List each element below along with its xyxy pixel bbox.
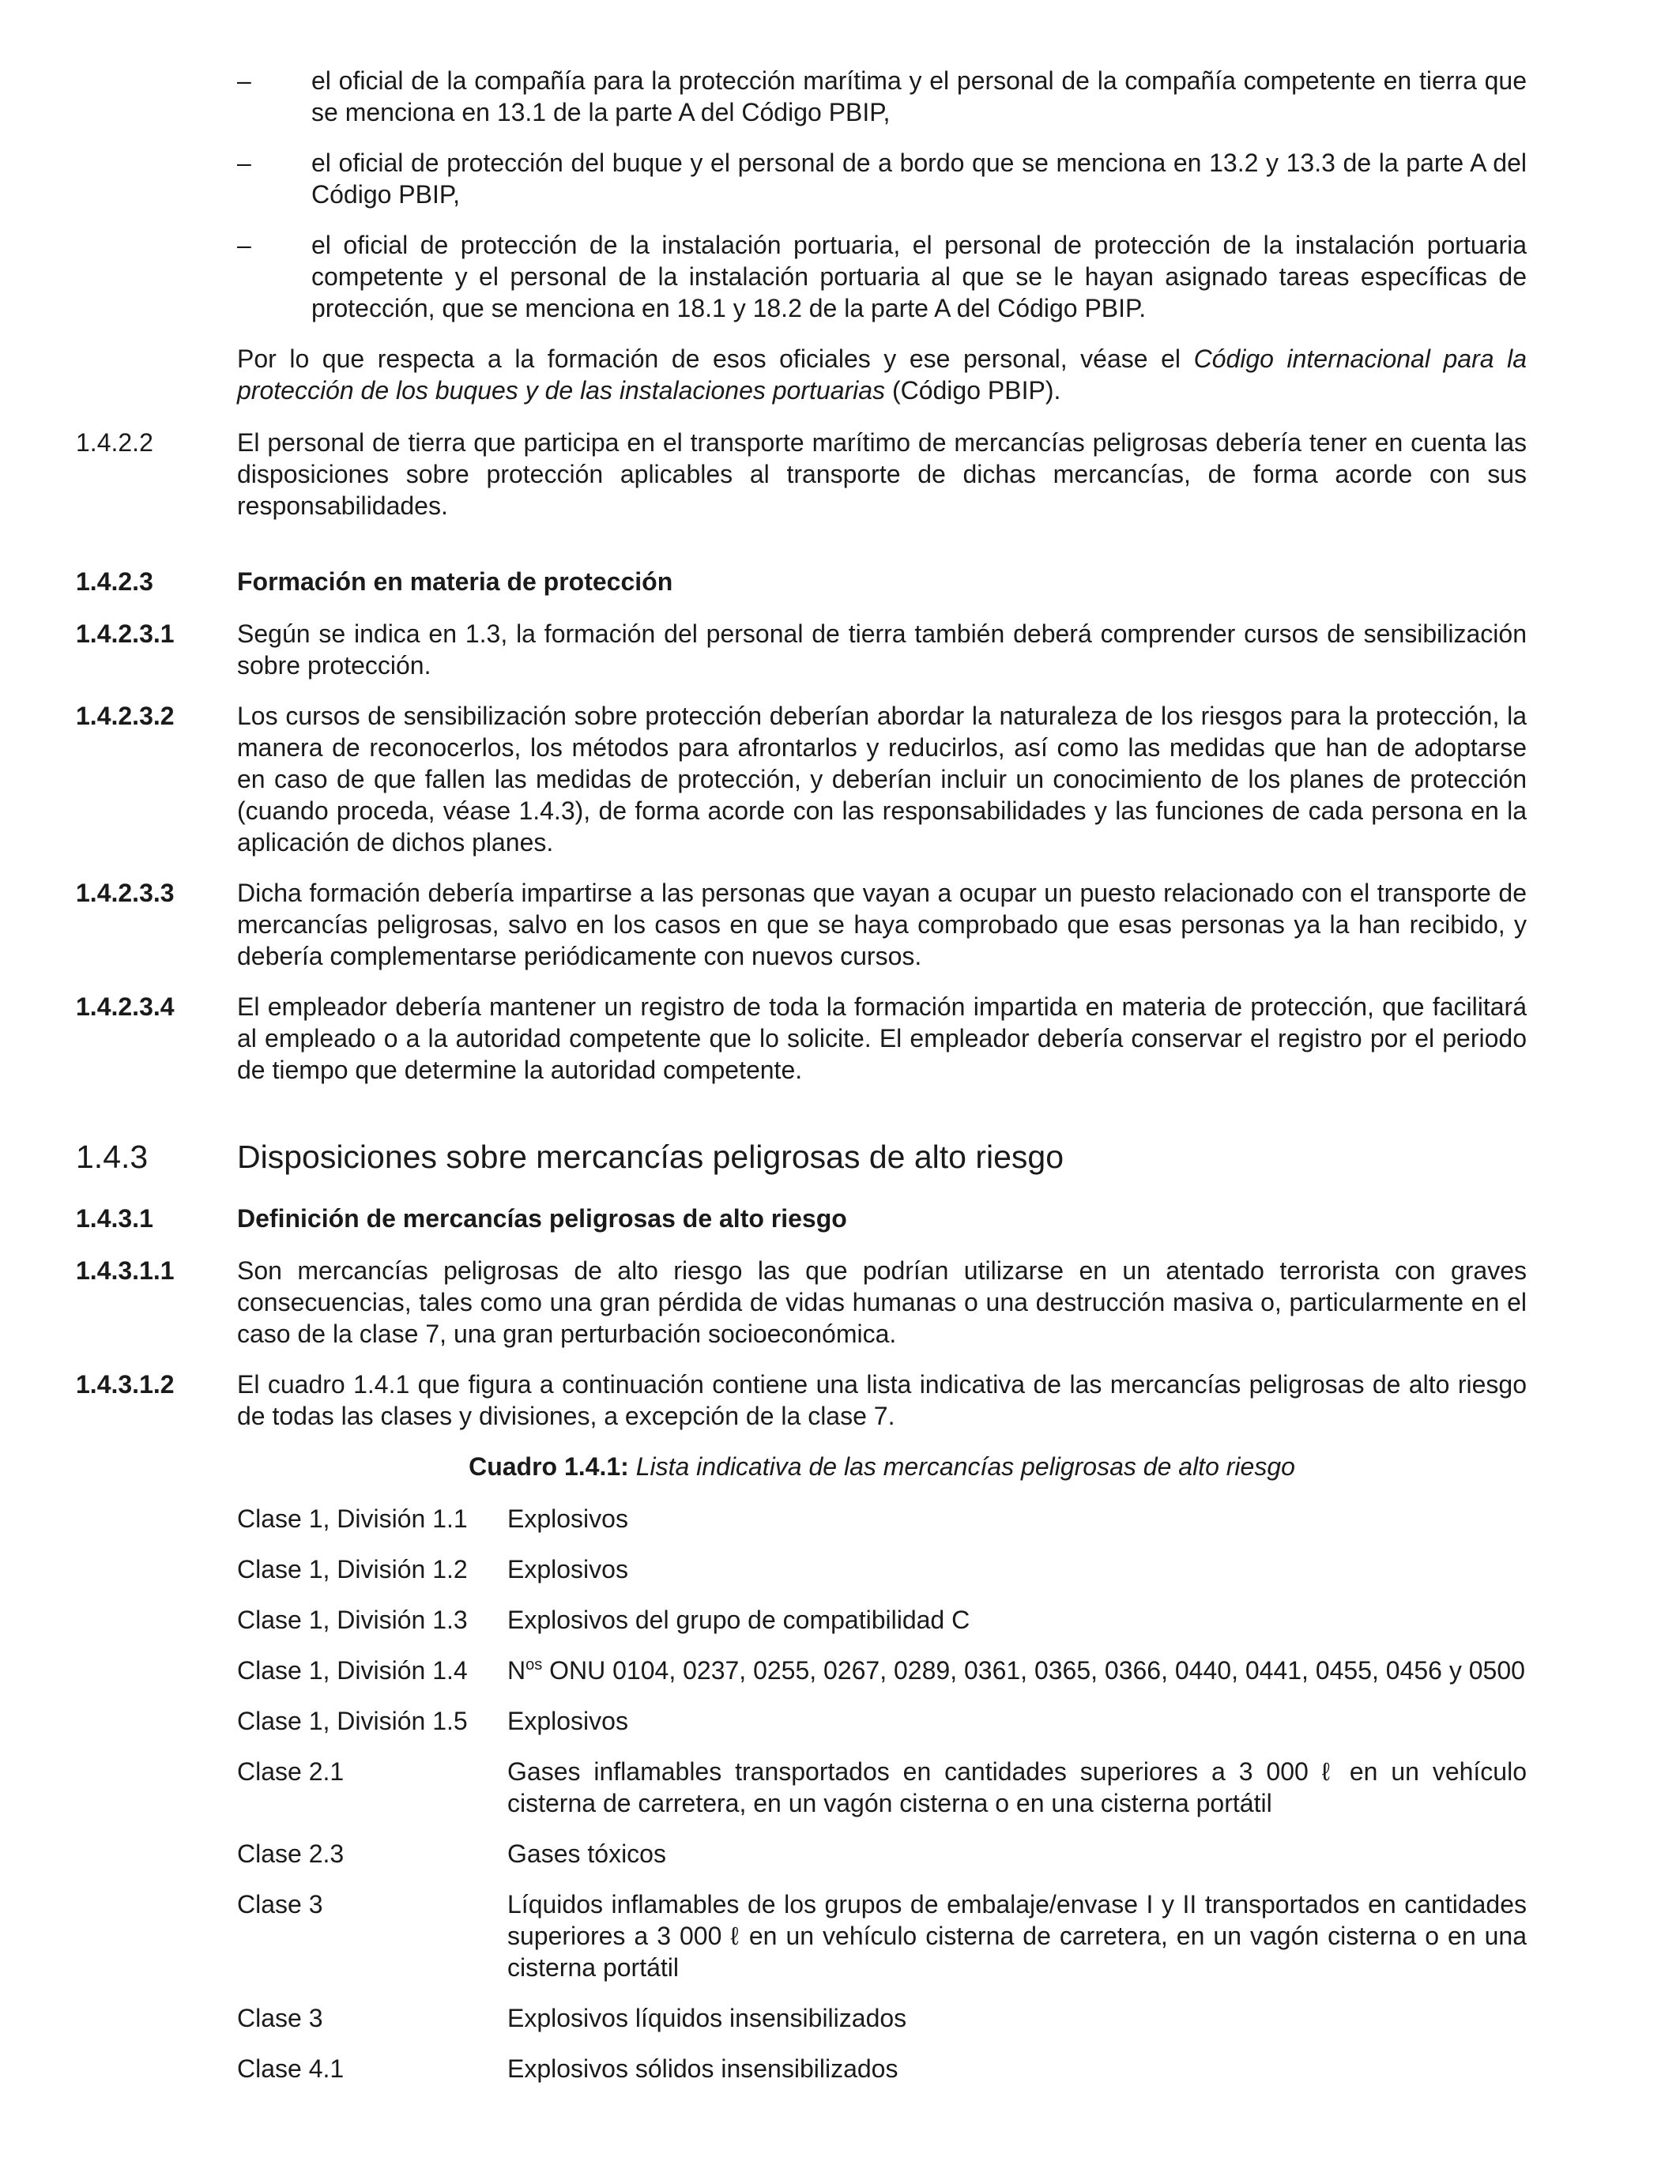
table-row [237,1655,1527,1686]
paragraph-text: Según se indica en 1.3, la formación del personal de tierra también deberá comprender cursos de sensibilización sobre protección. [237,619,1527,680]
class-cell: Clase 1, División 1.1 [237,1504,468,1533]
description-cell: Explosivos líquidos insensibilizados [507,2004,907,2032]
heading-number: 1.4.2.3 [76,567,153,596]
heading-title: Definición de mercancías peligrosas de alto riesgo [237,1204,847,1233]
paragraph-text: Son mercancías peligrosas de alto riesgo las que podrían utilizarse en un atentado terrorista con graves consecuencias, tales como una gran pérdida de vidas humanas o una destrucción masiva o, particularmente en el caso de la clase 7, una gran perturbación socioeconómica. [237,1256,1527,1348]
table-row [237,1705,1527,1737]
paragraph-number: 1.4.2.3.4 [76,992,175,1021]
bullet-dash: – [237,149,251,177]
section-heading-1-4-3 [76,1136,1680,1177]
class-cell: Clase 3 [237,2004,323,2032]
paragraph-1-4-2-3-2 [76,700,1680,858]
description-cell: Explosivos [507,1555,628,1583]
description-cell: Explosivos [507,1504,628,1533]
paragraph-text: El empleador debería mantener un registro de toda la formación impartida en materia de protección, que facilitará al empleado o a la autoridad competente que lo solicite. El empleador debería conservar el registro por el periodo de tiempo que determine la autoridad competente. [237,992,1527,1084]
table-row [237,1604,1527,1636]
class-cell: Clase 2.1 [237,1757,345,1786]
description-superscript: os [525,1656,543,1674]
paragraph-1-4-2-3-4 [76,991,1680,1086]
description-cell: Explosivos [507,1707,628,1735]
section-title: Disposiciones sobre mercancías peligrosas de alto riesgo [237,1139,1064,1175]
bullet-text: el oficial de protección de la instalación portuaria, el personal de protección de la instalación portuaria competente y el personal de la instalación portuaria al que se le hayan asignado tareas específicas de protección, que se menciona en 18.1 y 18.2 de la parte A del Código PBIP. [311,231,1527,322]
bullet-item [237,229,1527,324]
description-cell: Gases inflamables transportados en cantidades superiores a 3 000 ℓ en un vehículo cisterna de carretera, en un vagón cisterna o en una cisterna portátil [507,1757,1527,1817]
heading-title: Formación en materia de protección [237,567,673,596]
paragraph-text: Los cursos de sensibilización sobre protección deberían abordar la naturaleza de los riesgos para la protección, la manera de reconocerlos, los métodos para afrontarlos y reducirlos, así como las medidas que han de adoptarse en caso de que fallen las medidas de protección, y deberían incluir un conocimiento de los planes de protección (cuando proceda, véase 1.4.3), de forma acorde con las responsabilidades y las funciones de cada persona en la aplicación de dichos planes. [237,702,1527,857]
paragraph-number: 1.4.3.1.2 [76,1370,175,1399]
training-note-italic: Código internacional para la protección de los buques y de las instalaciones portuarias [237,345,1527,405]
table-caption-label: Cuadro 1.4.1: [469,1452,629,1481]
training-note-after: (Código PBIP). [885,376,1061,405]
description-cell: Líquidos inflamables de los grupos de embalaje/envase I y II transportados en cantidades superiores a 3 000 ℓ en un vehículo cisterna de carretera, en un vagón cisterna o en una cisterna portátil [507,1890,1527,1982]
heading-1-4-2-3 [76,566,1680,597]
class-cell: Clase 1, División 1.3 [237,1606,468,1634]
paragraph-1-4-3-1-2 [76,1369,1680,1432]
description-cell: Explosivos del grupo de compatibilidad C [507,1606,970,1634]
description-cell [507,1655,1527,1686]
section-number: 1.4.3 [76,1139,149,1175]
paragraph-number: 1.4.2.3.1 [76,619,175,648]
table-row [237,1888,1527,1983]
description-prefix: N [507,1656,526,1685]
class-cell: Clase 3 [237,1890,323,1919]
table-row [237,1503,1527,1534]
bullet-dash: – [237,66,251,95]
paragraph-1-4-2-3-3 [76,877,1680,972]
paragraph-number: 1.4.2.3.2 [76,702,175,730]
training-note-before: Por lo que respecta a la formación de esos oficiales y ese personal, véase el [237,345,1194,373]
bullet-item [237,65,1527,128]
paragraph-text: Dicha formación debería impartirse a las personas que vayan a ocupar un puesto relacionado con el transporte de mercancías peligrosas, salvo en los casos en que se haya comprobado que esas personas ya la han recibido, y debería complementarse periódicamente con nuevos cursos. [237,879,1527,970]
bullet-text: el oficial de protección del buque y el personal de a bordo que se menciona en 13.2 y 13.3 de la parte A del Código PBIP, [311,149,1527,209]
paragraph-number: 1.4.2.2 [76,428,153,457]
class-cell: Clase 1, División 1.2 [237,1555,468,1583]
paragraph-text: El personal de tierra que participa en el transporte marítimo de mercancías peligrosas debería tener en cuenta las disposiciones sobre protección aplicables al transporte de dichas mercancías, de forma acorde con sus responsabilidades. [237,428,1527,520]
table-row [237,1553,1527,1585]
class-cell: Clase 2.3 [237,1839,345,1868]
personnel-bullet-list [237,65,1527,343]
heading-1-4-3-1 [76,1203,1680,1234]
description-cell: Gases tóxicos [507,1839,666,1868]
bullet-text: el oficial de la compañía para la protección marítima y el personal de la compañía competente en tierra que se menciona en 13.1 de la parte A del Código PBIP, [311,66,1527,126]
heading-number: 1.4.3.1 [76,1204,153,1233]
bullet-dash: – [237,231,251,259]
paragraph-1-4-2-2 [76,427,1680,522]
paragraph-1-4-3-1-1 [76,1255,1680,1350]
paragraph-number: 1.4.2.3.3 [76,879,175,907]
table-caption [237,1451,1527,1482]
paragraph-text: El cuadro 1.4.1 que figura a continuación contiene una lista indicativa de las mercancías peligrosas de alto riesgo de todas las clases y divisiones, a excepción de la clase 7. [237,1370,1527,1430]
bullet-item [237,147,1527,210]
class-cell: Clase 1, División 1.5 [237,1707,468,1735]
table-row [237,2053,1527,2084]
paragraph-1-4-2-3-1 [76,618,1680,681]
class-cell: Clase 1, División 1.4 [237,1656,468,1685]
high-risk-goods-table [237,1503,1527,2103]
training-note [237,343,1527,406]
table-row [237,1756,1527,1819]
table-row [237,2002,1527,2034]
paragraph-number: 1.4.3.1.1 [76,1256,175,1285]
description-cell: Explosivos sólidos insensibilizados [507,2054,898,2083]
description-text: ONU 0104, 0237, 0255, 0267, 0289, 0361, 0365, 0366, 0440, 0441, 0455, 0456 y 0500 [542,1656,1525,1685]
table-row [237,1838,1527,1870]
table-caption-title: Lista indicativa de las mercancías peligrosas de alto riesgo [635,1452,1295,1481]
class-cell: Clase 4.1 [237,2054,345,2083]
